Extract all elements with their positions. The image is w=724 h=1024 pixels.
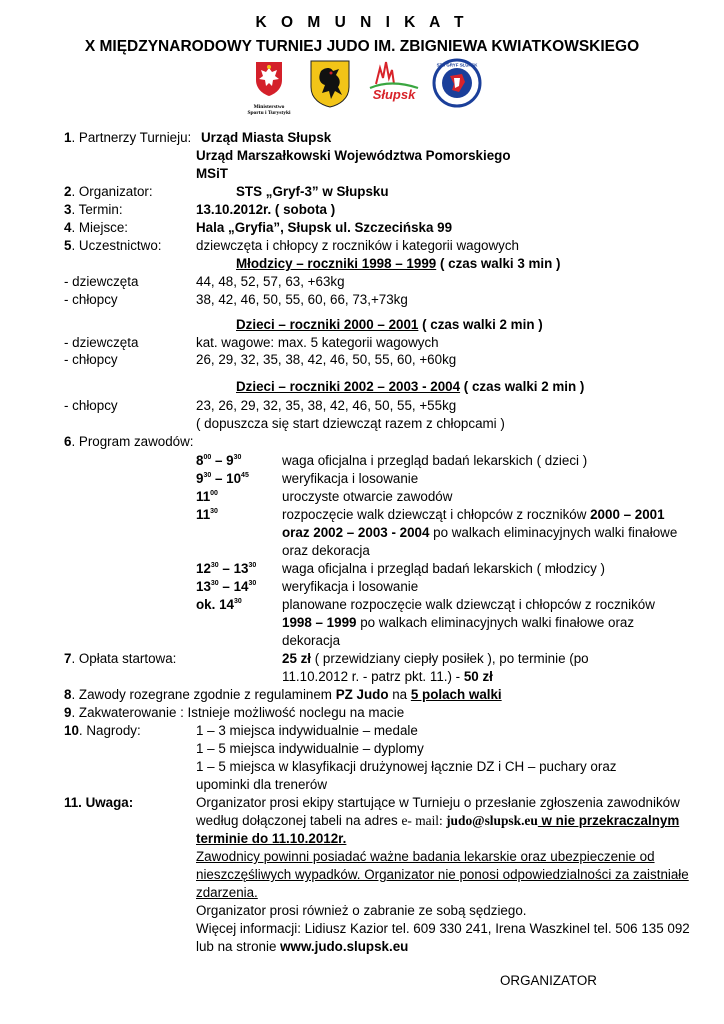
sts-gryf-logo [432, 58, 482, 108]
section-7-label [64, 650, 176, 668]
date-value: 13.10.2012r. ( sobota ) [196, 202, 336, 217]
participation-value: dziewczęta i chłopcy z roczników i kategorii wagowych [196, 238, 519, 253]
group-3-heading-note: ( czas walki 2 min ) [460, 379, 585, 394]
schedule-time-3: $11^{00}$ [196, 489, 218, 504]
group-1-heading-title: Młodzicy – roczniki 1998 – 1999 [236, 256, 437, 271]
section-6-number: 6 [64, 434, 72, 449]
group-2-heading-note: ( czas walki 2 min ) [418, 317, 543, 332]
schedule-desc-5: waga oficjalna i przegląd badań lekarskich ( młodzicy ) [282, 561, 606, 576]
fee-line-1: 25 zł ( przewidziany ciepły posiłek ), po terminie (po [282, 651, 589, 666]
section-8: 8. Zawody rozegrane zgodnie z regulaminem PZ Judo na 5 polach walki [64, 687, 502, 702]
schedule-desc-6: weryfikacja i losowanie [282, 579, 419, 594]
section-3-label [64, 201, 123, 219]
section-10-label [64, 722, 141, 740]
note-line-9: lub na stronie www.judo.slupsk.eu [196, 939, 409, 954]
section-4-text: . Miejsce: [71, 220, 129, 235]
section-9: 9. Zakwaterowanie : Istnieje możliwość noclegu na macie [64, 705, 405, 720]
section-6-label [64, 433, 194, 451]
partner-1: Urząd Miasta Słupsk [201, 130, 332, 145]
ministry-caption-line2: Sportu i Turystyki [247, 110, 291, 116]
section-2-label [64, 183, 153, 201]
schedule-desc-1: waga oficjalna i przegląd badań lekarskich ( dzieci ) [282, 453, 588, 468]
note-line-2: według dołączonej tabeli na adres e- mail: judo@slupsk.eu w nie przekraczalnym [196, 813, 680, 828]
slupsk-logo-text: Słupsk [372, 87, 416, 102]
section-7-text: . Opłata startowa: [71, 651, 177, 666]
organizer-signature: ORGANIZATOR [500, 973, 597, 988]
section-5-label [64, 237, 162, 255]
group-1-boys-label: - chłopcy [64, 292, 118, 307]
organizer-value: STS „Gryf-3” w Słupsku [236, 184, 389, 199]
note-line-8: Więcej informacji: Lidiusz Kazior tel. 609 330 241, Irena Waszkinel tel. 506 135 092 [196, 921, 690, 936]
group-3-boys-weights: 23, 26, 29, 32, 35, 38, 42, 46, 50, 55, +55kg [196, 398, 457, 413]
award-line-2: 1 – 5 miejsca indywidualnie – dyplomy [196, 741, 424, 756]
fee-line-2: 11.10.2012 r. - patrz pkt. 11.) - 50 zł [282, 669, 493, 684]
tournament-title: X MIĘDZYNARODOWY TURNIEJ JUDO IM. ZBIGNIEWA KWIATKOWSKIEGO [84, 38, 640, 55]
section-3-text: . Termin: [71, 202, 123, 217]
venue-value: Hala „Gryfia”, Słupsk ul. Szczecińska 99 [196, 220, 453, 235]
schedule-time-1: $8^{00} - 9^{30}$ [196, 453, 242, 468]
pomorskie-griffin-logo [309, 59, 351, 109]
group-2-boys-weights: 26, 29, 32, 35, 38, 42, 46, 50, 55, 60, +60kg [196, 352, 457, 367]
note-line-4: Zawodnicy powinni posiadać ważne badania lekarskie oraz ubezpieczenie od [196, 849, 655, 864]
group-2-girls-weights: kat. wagowe: max. 5 kategorii wagowych [196, 335, 439, 350]
note-line-5: nieszczęśliwych wypadków. Organizator nie ponosi odpowiedzialności za zaistniałe [196, 867, 689, 882]
group-1-boys-weights: 38, 42, 46, 50, 55, 60, 66, 73,+73kg [196, 292, 408, 307]
group-2-heading [236, 316, 543, 334]
note-line-7: Organizator prosi również o zabranie ze sobą sędziego. [196, 903, 527, 918]
schedule-desc-2: weryfikacja i losowanie [282, 471, 419, 486]
email-link[interactable]: judo@slupsk.eu [446, 813, 538, 828]
logos-row [0, 56, 724, 118]
section-4-label [64, 219, 128, 237]
ministry-caption [244, 104, 294, 116]
section-1-text: . Partnerzy Turnieju: [71, 130, 192, 145]
group-1-heading [236, 255, 561, 273]
partner-3: MSiT [196, 166, 228, 181]
group-3-note: ( dopuszcza się start dziewcząt razem z chłopcami ) [196, 416, 505, 431]
group-1-girls-label: - dziewczęta [64, 274, 139, 289]
schedule-desc-3: uroczyste otwarcie zawodów [282, 489, 453, 504]
section-4-number: 4 [64, 220, 72, 235]
section-7-number: 7 [64, 651, 72, 666]
section-10-text: . Nagrody: [78, 723, 141, 738]
ministry-eagle-logo [250, 58, 288, 98]
section-6-text: . Program zawodów: [71, 434, 194, 449]
group-3-heading [236, 378, 584, 396]
schedule-desc-4-line1: rozpoczęcie walk dziewcząt i chłopców z roczników 2000 – 2001 [282, 507, 665, 522]
section-3-number: 3 [64, 202, 72, 217]
group-1-heading-note: ( czas walki 3 min ) [436, 256, 561, 271]
section-11-label: 11. Uwaga: [64, 795, 134, 810]
section-2-number: 2 [64, 184, 72, 199]
schedule-time-5: $12^{30} - 13^{30}$ [196, 561, 257, 576]
website-link[interactable]: www.judo.slupsk.eu [280, 939, 409, 954]
slupsk-city-logo [366, 58, 422, 102]
group-3-heading-title: Dzieci – roczniki 2002 – 2003 - 2004 [236, 379, 461, 394]
schedule-desc-7-line3: dekoracja [282, 633, 341, 648]
schedule-time-2: $9^{30} - 10^{45}$ [196, 471, 249, 486]
section-1-number: 1 [64, 130, 72, 145]
award-line-1: 1 – 3 miejsca indywidualnie – medale [196, 723, 418, 738]
group-2-heading-title: Dzieci – roczniki 2000 – 2001 [236, 317, 419, 332]
note-line-1: Organizator prosi ekipy startujące w Turnieju o przesłanie zgłoszenia zawodników [196, 795, 680, 810]
group-1-girls-weights: 44, 48, 52, 57, 63, +63kg [196, 274, 345, 289]
schedule-time-4: $11^{30}$ [196, 507, 218, 522]
document-title: K O M U N I K A T [255, 14, 469, 31]
group-3-boys-label: - chłopcy [64, 398, 118, 413]
schedule-time-6: $13^{30} - 14^{30}$ [196, 579, 257, 594]
ministry-caption-line1: Ministerstwo [253, 104, 285, 110]
gryf-logo-text: STS GRYF SŁUPSK [436, 62, 478, 68]
award-line-3: 1 – 5 miejsca w klasyfikacji drużynowej łącznie DZ i CH – puchary oraz [196, 759, 617, 774]
schedule-desc-4-line2: oraz 2002 – 2003 - 2004 po walkach eliminacyjnych walki finałowe [282, 525, 678, 540]
partner-2: Urząd Marszałkowski Województwa Pomorskiego [196, 148, 511, 163]
section-1-label [64, 129, 191, 147]
schedule-time-7: ok. $14^{30}$ [196, 597, 242, 612]
note-line-6: zdarzenia. [196, 885, 258, 900]
group-2-boys-label: - chłopcy [64, 352, 118, 367]
section-5-number: 5 [64, 238, 72, 253]
section-10-number: 10 [64, 723, 79, 738]
section-5-text: . Uczestnictwo: [71, 238, 162, 253]
note-deadline: terminie do 11.10.2012r. [196, 831, 347, 846]
award-line-4: upominki dla trenerów [196, 777, 327, 792]
schedule-desc-7-line2: 1998 – 1999 po walkach eliminacyjnych walki finałowe oraz [282, 615, 635, 630]
schedule-desc-4-line3: oraz dekoracja [282, 543, 370, 558]
schedule-desc-7-line1: planowane rozpoczęcie walk dziewcząt i chłopców z roczników [282, 597, 655, 612]
section-2-text: . Organizator: [71, 184, 153, 199]
group-2-girls-label: - dziewczęta [64, 335, 139, 350]
